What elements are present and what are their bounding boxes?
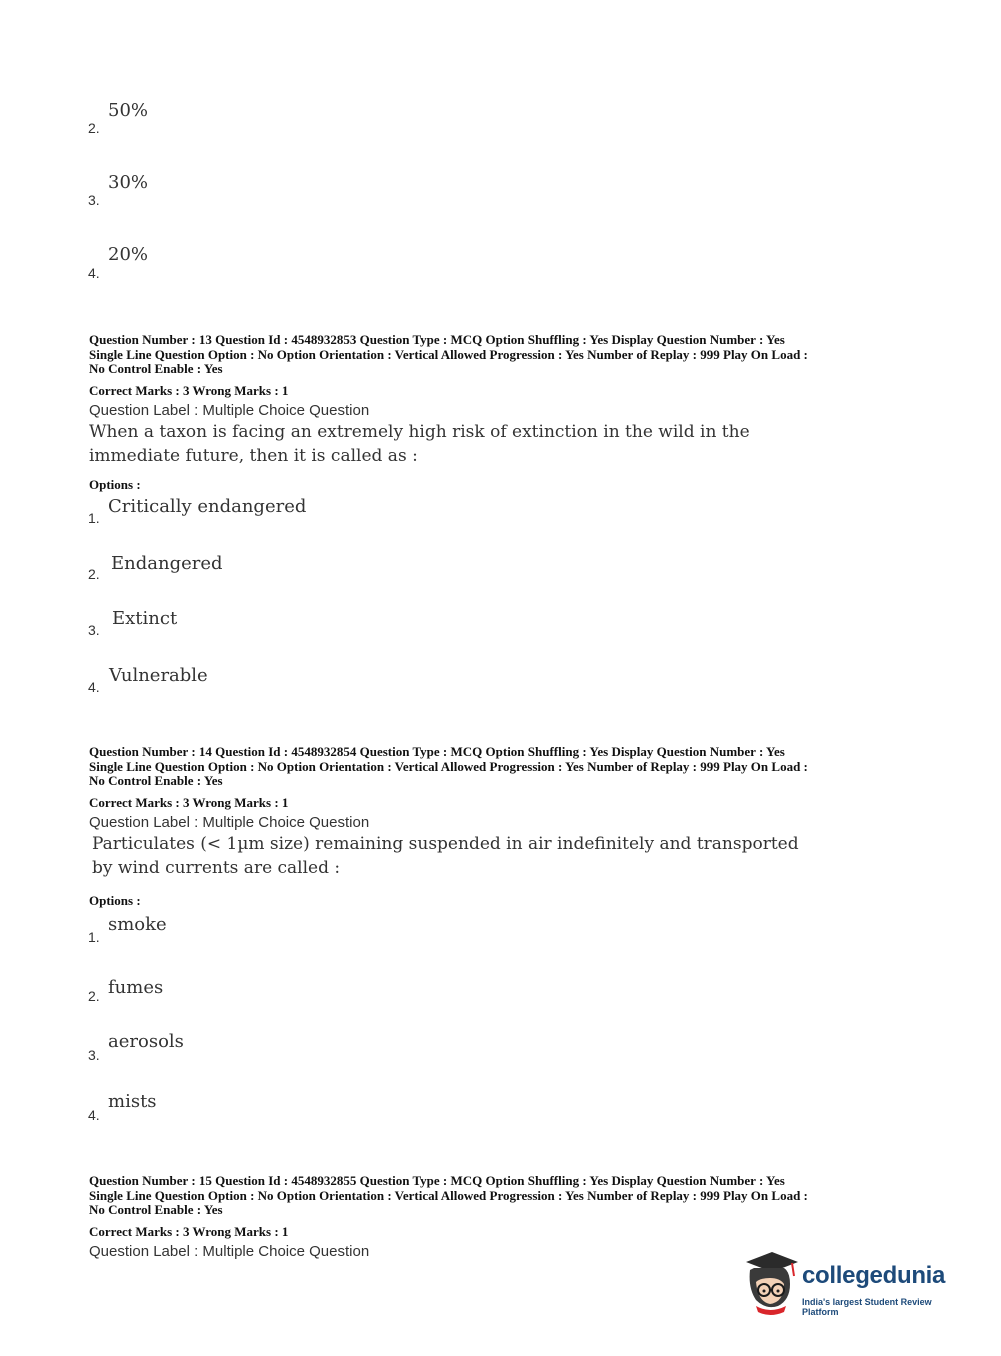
option-text: smoke: [108, 914, 167, 935]
option-text: Endangered: [111, 553, 223, 574]
question-meta-line: Single Line Question Option : No Option Orientation : Vertical Allowed Progression : Yes Number of Replay : 999 Play On Load :: [89, 1187, 808, 1203]
option-number: 3.: [88, 622, 100, 638]
question-meta-line: Question Number : 15 Question Id : 4548932855 Question Type : MCQ Option Shuffling : Yes Display Question Number : Yes: [89, 1173, 785, 1188]
question-meta-line: No Control Enable : Yes: [89, 361, 223, 376]
question-label: Question Label : Multiple Choice Question: [89, 1242, 370, 1260]
question-label: Question Label : Multiple Choice Question: [89, 401, 370, 419]
question-label: Question Label : Multiple Choice Question: [89, 813, 370, 831]
option-text: aerosols: [108, 1031, 184, 1052]
option-text: Extinct: [112, 608, 178, 629]
option-number: 2.: [88, 120, 100, 136]
question-marks: Correct Marks : 3 Wrong Marks : 1: [89, 382, 289, 398]
option-number: 4.: [88, 265, 100, 281]
options-label: Options :: [89, 477, 141, 492]
option-text: 20%: [108, 244, 149, 265]
option-number: 3.: [88, 1047, 100, 1063]
option-number: 1.: [88, 510, 100, 526]
option-number: 4.: [88, 679, 100, 695]
question-meta-line: Single Line Question Option : No Option Orientation : Vertical Allowed Progression : Yes Number of Replay : 999 Play On Load :: [89, 346, 808, 362]
option-number: 2.: [88, 566, 100, 582]
options-label: Options :: [89, 893, 141, 908]
option-text: 30%: [108, 172, 149, 193]
mascot-icon: [740, 1248, 802, 1318]
option-text: fumes: [108, 977, 164, 998]
question-marks: Correct Marks : 3 Wrong Marks : 1: [89, 794, 289, 810]
question-meta-line: No Control Enable : Yes: [89, 1202, 223, 1217]
option-number: 4.: [88, 1107, 100, 1123]
option-text: mists: [108, 1091, 157, 1112]
question-text: When a taxon is facing an extremely high risk of extinction in the wild in the immediate future, then it is called as :: [89, 421, 750, 466]
question-meta-line: Question Number : 14 Question Id : 4548932854 Question Type : MCQ Option Shuffling : Yes Display Question Number : Yes: [89, 744, 785, 759]
option-number: 1.: [88, 929, 100, 945]
question-meta-line: Question Number : 13 Question Id : 4548932853 Question Type : MCQ Option Shuffling : Yes Display Question Number : Yes: [89, 332, 785, 347]
option-text: Critically endangered: [108, 496, 307, 517]
logo-wordmark: collegedunia: [802, 1262, 946, 1289]
option-number: 3.: [88, 192, 100, 208]
option-text: Vulnerable: [109, 665, 208, 686]
option-number: 2.: [88, 988, 100, 1004]
collegedunia-logo[interactable]: [740, 1248, 970, 1318]
question-marks: Correct Marks : 3 Wrong Marks : 1: [89, 1223, 289, 1239]
question-meta-line: No Control Enable : Yes: [89, 773, 223, 788]
question-meta-line: Single Line Question Option : No Option Orientation : Vertical Allowed Progression : Yes Number of Replay : 999 Play On Load :: [89, 758, 808, 774]
logo-tagline: India's largest Student Review Platform: [802, 1297, 932, 1317]
question-14: [89, 745, 919, 880]
question-15: [89, 1174, 919, 1260]
question-13: [89, 333, 919, 468]
option-text: 50%: [108, 100, 149, 121]
question-text: Particulates (< 1µm size) remaining suspended in air indefinitely and transported by wind currents are called :: [92, 833, 799, 878]
